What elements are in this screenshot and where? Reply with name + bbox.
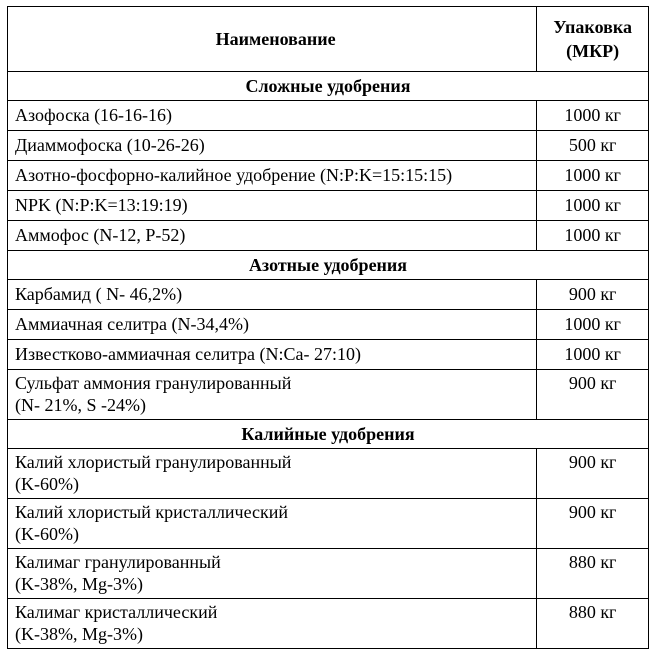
column-header-package-type: (МКР) bbox=[566, 41, 620, 61]
product-name-cell bbox=[8, 549, 537, 599]
table-row bbox=[8, 131, 649, 161]
product-name-cell bbox=[8, 340, 537, 370]
column-header-name: Наименование bbox=[8, 7, 537, 72]
package-weight: 1000 кг bbox=[537, 221, 649, 251]
package-weight: 900 кг bbox=[537, 370, 649, 420]
package-weight: 900 кг bbox=[537, 280, 649, 310]
product-name-cell bbox=[8, 131, 537, 161]
package-weight: 880 кг bbox=[537, 599, 649, 649]
table-row bbox=[8, 191, 649, 221]
table-row bbox=[8, 310, 649, 340]
section-title: Сложные удобрения bbox=[8, 72, 649, 101]
column-header-package-title: Упаковка bbox=[553, 17, 632, 37]
product-composition: (N- 21%, S -24%) bbox=[15, 395, 146, 415]
product-name-cell bbox=[8, 449, 537, 499]
product-name-cell bbox=[8, 370, 537, 420]
product-name: Калий хлористый гранулированный bbox=[15, 452, 292, 472]
package-weight: 1000 кг bbox=[537, 101, 649, 131]
product-name-cell bbox=[8, 221, 537, 251]
package-weight: 500 кг bbox=[537, 131, 649, 161]
product-name: Сульфат аммония гранулированный bbox=[15, 373, 292, 393]
product-name: Калимаг кристаллический bbox=[15, 602, 218, 622]
product-composition: (K-60%) bbox=[15, 524, 79, 544]
table-row bbox=[8, 101, 649, 131]
section-title: Азотные удобрения bbox=[8, 251, 649, 280]
product-name: Аммиачная селитра (N-34,4%) bbox=[15, 314, 249, 334]
product-name: Калий хлористый кристаллический bbox=[15, 502, 289, 522]
product-composition: (K-60%) bbox=[15, 474, 79, 494]
product-name: Азофоска (16-16-16) bbox=[15, 105, 173, 125]
product-name-cell bbox=[8, 310, 537, 340]
table-row bbox=[8, 280, 649, 310]
package-weight: 880 кг bbox=[537, 549, 649, 599]
section-header-row bbox=[8, 72, 649, 101]
product-name-cell bbox=[8, 161, 537, 191]
product-name: Аммофос (N-12, P-52) bbox=[15, 225, 186, 245]
product-name-cell bbox=[8, 191, 537, 221]
table-row bbox=[8, 499, 649, 549]
product-composition: (K-38%, Mg-3%) bbox=[15, 574, 143, 594]
table-header-row bbox=[8, 7, 649, 72]
package-weight: 1000 кг bbox=[537, 191, 649, 221]
product-name-cell bbox=[8, 599, 537, 649]
table-row bbox=[8, 549, 649, 599]
table-row bbox=[8, 221, 649, 251]
package-weight: 900 кг bbox=[537, 449, 649, 499]
product-name-cell bbox=[8, 101, 537, 131]
product-name: NPK (N:P:K=13:19:19) bbox=[15, 195, 188, 215]
package-weight: 1000 кг bbox=[537, 161, 649, 191]
product-name: Калимаг гранулированный bbox=[15, 552, 221, 572]
package-weight: 1000 кг bbox=[537, 340, 649, 370]
table-body bbox=[8, 72, 649, 649]
product-name: Диаммофоска (10-26-26) bbox=[15, 135, 205, 155]
section-header-row bbox=[8, 251, 649, 280]
table-row bbox=[8, 370, 649, 420]
package-weight: 1000 кг bbox=[537, 310, 649, 340]
table-row bbox=[8, 340, 649, 370]
table-row bbox=[8, 161, 649, 191]
product-composition: (K-38%, Mg-3%) bbox=[15, 624, 143, 644]
product-name-cell bbox=[8, 280, 537, 310]
column-header-package bbox=[537, 7, 649, 72]
product-name-cell bbox=[8, 499, 537, 549]
section-header-row bbox=[8, 420, 649, 449]
table-row bbox=[8, 449, 649, 499]
fertilizer-table bbox=[7, 6, 649, 649]
table-row bbox=[8, 599, 649, 649]
product-name: Известково-аммиачная селитра (N:Ca- 27:10) bbox=[15, 344, 361, 364]
product-name: Карбамид ( N- 46,2%) bbox=[15, 284, 183, 304]
product-name: Азотно-фосфорно-калийное удобрение (N:P:K=15:15:15) bbox=[15, 165, 453, 185]
package-weight: 900 кг bbox=[537, 499, 649, 549]
section-title: Калийные удобрения bbox=[8, 420, 649, 449]
